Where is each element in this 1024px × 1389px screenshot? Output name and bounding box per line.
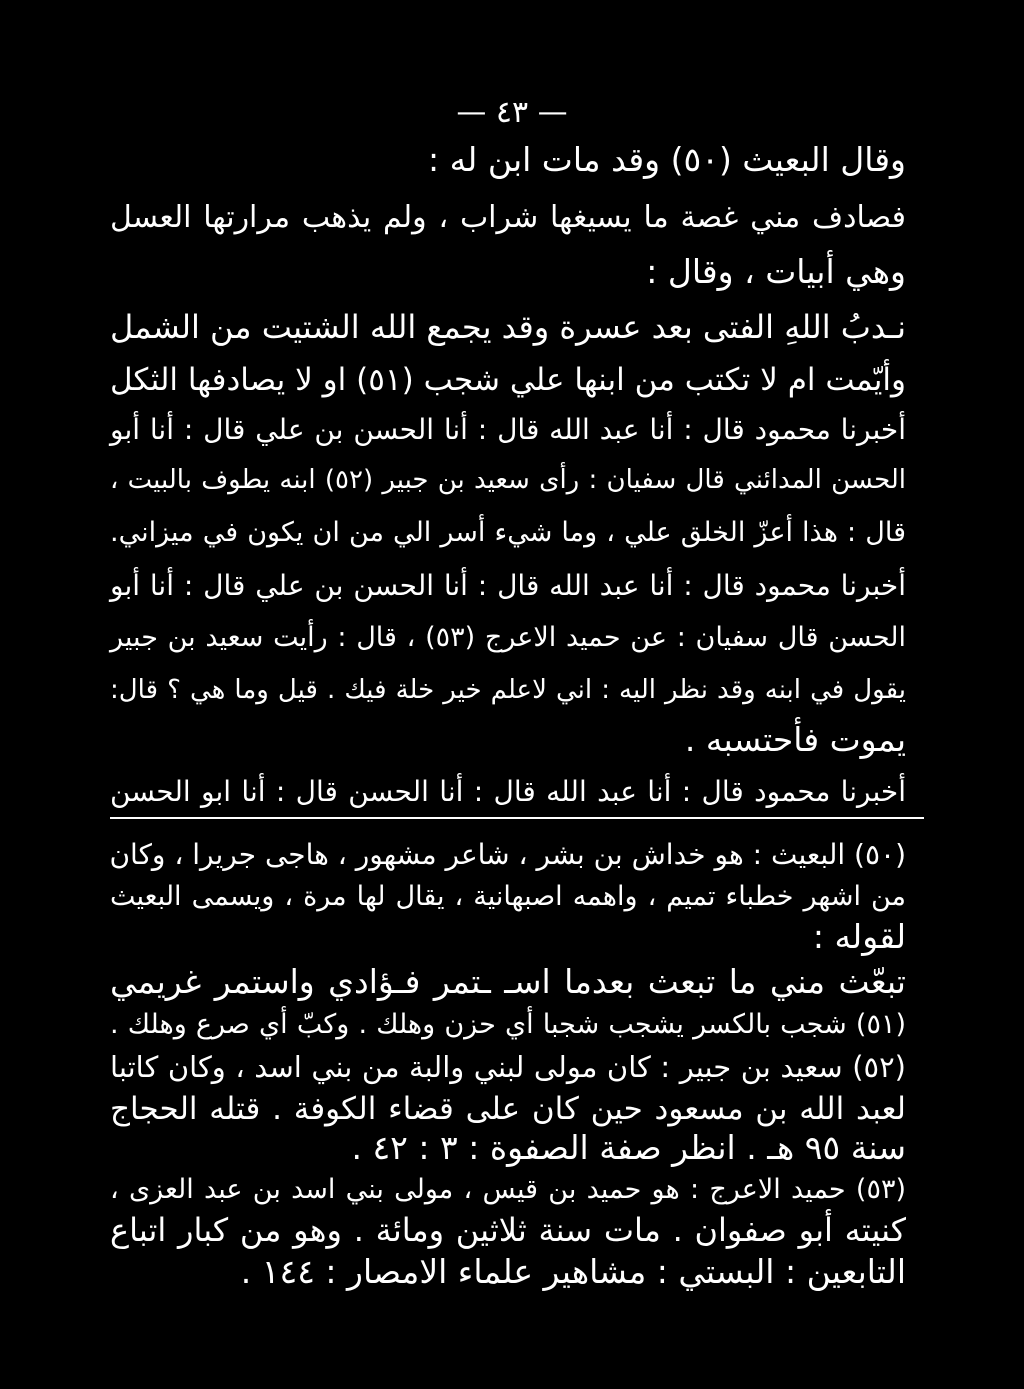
footnote-line: (٥١) شجب بالكسر يشجب شجبا أي حزن وهلك . وكبّ أي صرع وهلك . bbox=[110, 1009, 906, 1040]
body-line: الحسن المدائني قال سفيان : رأى سعيد بن جبير (٥٢) ابنه يطوف بالبيت ، bbox=[110, 465, 906, 495]
body-line: نـدبُ اللهِ الفتى بعد عسرة وقد يجمع الله الشتيت من الشمل bbox=[109, 308, 906, 346]
footnote-line: (٥٣) حميد الاعرج : هو حميد بن قيس ، مولى بني اسد بن عبد العزى ، bbox=[110, 1174, 906, 1205]
body-line: قال : هذا أعزّ الخلق علي ، وما شيء أسر الي من ان يكون في ميزاني. bbox=[110, 517, 906, 548]
body-line: أخبرنا محمود قال : أنا عبد الله قال : أنا الحسن بن علي قال : أنا أبو bbox=[110, 569, 906, 602]
body-line: أخبرنا محمود قال : أنا عبد الله قال : أنا الحسن قال : أنا ابو الحسن bbox=[110, 775, 906, 808]
footnote-line: كنيته أبو صفوان . مات سنة ثلاثين ومائة . وهو من كبار اتباع bbox=[110, 1211, 906, 1249]
footnote-line: (٥٠) البعيث : هو خداش بن بشر ، شاعر مشهور ، هاجى جريرا ، وكان bbox=[109, 838, 906, 871]
footnote-separator bbox=[110, 817, 924, 819]
body-line: يقول في ابنه وقد نظر اليه : اني لاعلم خير خلة فيك . قيل وما هي ؟ قال: bbox=[110, 675, 906, 705]
body-line: يموت فأحتسبه . bbox=[684, 720, 906, 759]
footnote-line: (٥٢) سعيد بن جبير : كان مولى لبني والبة من بني اسد ، وكان كاتبا bbox=[110, 1050, 906, 1084]
footnote-line: التابعين : البستي : مشاهير علماء الامصار : ١٤٤ . bbox=[240, 1252, 906, 1291]
footnote-line: تبعّث مني ما تبعث بعدما اسـ ـتمر فـؤادي واستمر غريمي bbox=[110, 962, 906, 1001]
footnote-line: لقوله : bbox=[812, 917, 906, 956]
body-line: وقال البعيث (٥٠) وقد مات ابن له : bbox=[427, 140, 906, 179]
body-line: أخبرنا محمود قال : أنا عبد الله قال : أنا الحسن بن علي قال : أنا أبو bbox=[110, 413, 906, 446]
body-line: الحسن قال سفيان : عن حميد الاعرج (٥٣) ، قال : رأيت سعيد بن جبير bbox=[110, 622, 906, 653]
body-line: وأيّمت ام لا تكتب من ابنها علي شجب (٥١) او لا يصادفها الثكل bbox=[110, 362, 906, 398]
body-line: فصادف مني غصة ما يسيغها شراب ، ولم يذهب مرارتها العسل bbox=[110, 200, 906, 235]
footnote-line: سنة ٩٥ هـ . انظر صفة الصفوة : ٣ : ٤٢ . bbox=[351, 1128, 906, 1167]
footnote-line: لعبد الله بن مسعود حين كان على قضاء الكوفة . قتله الحجاج bbox=[110, 1091, 906, 1127]
page-number: — ٤٣ — bbox=[456, 95, 568, 130]
footnote-line: من اشهر خطباء تميم ، واهمه اصبهانية ، يقال لها مرة ، ويسمى البعيث bbox=[110, 881, 906, 912]
body-line: وهي أبيات ، وقال : bbox=[646, 252, 906, 291]
